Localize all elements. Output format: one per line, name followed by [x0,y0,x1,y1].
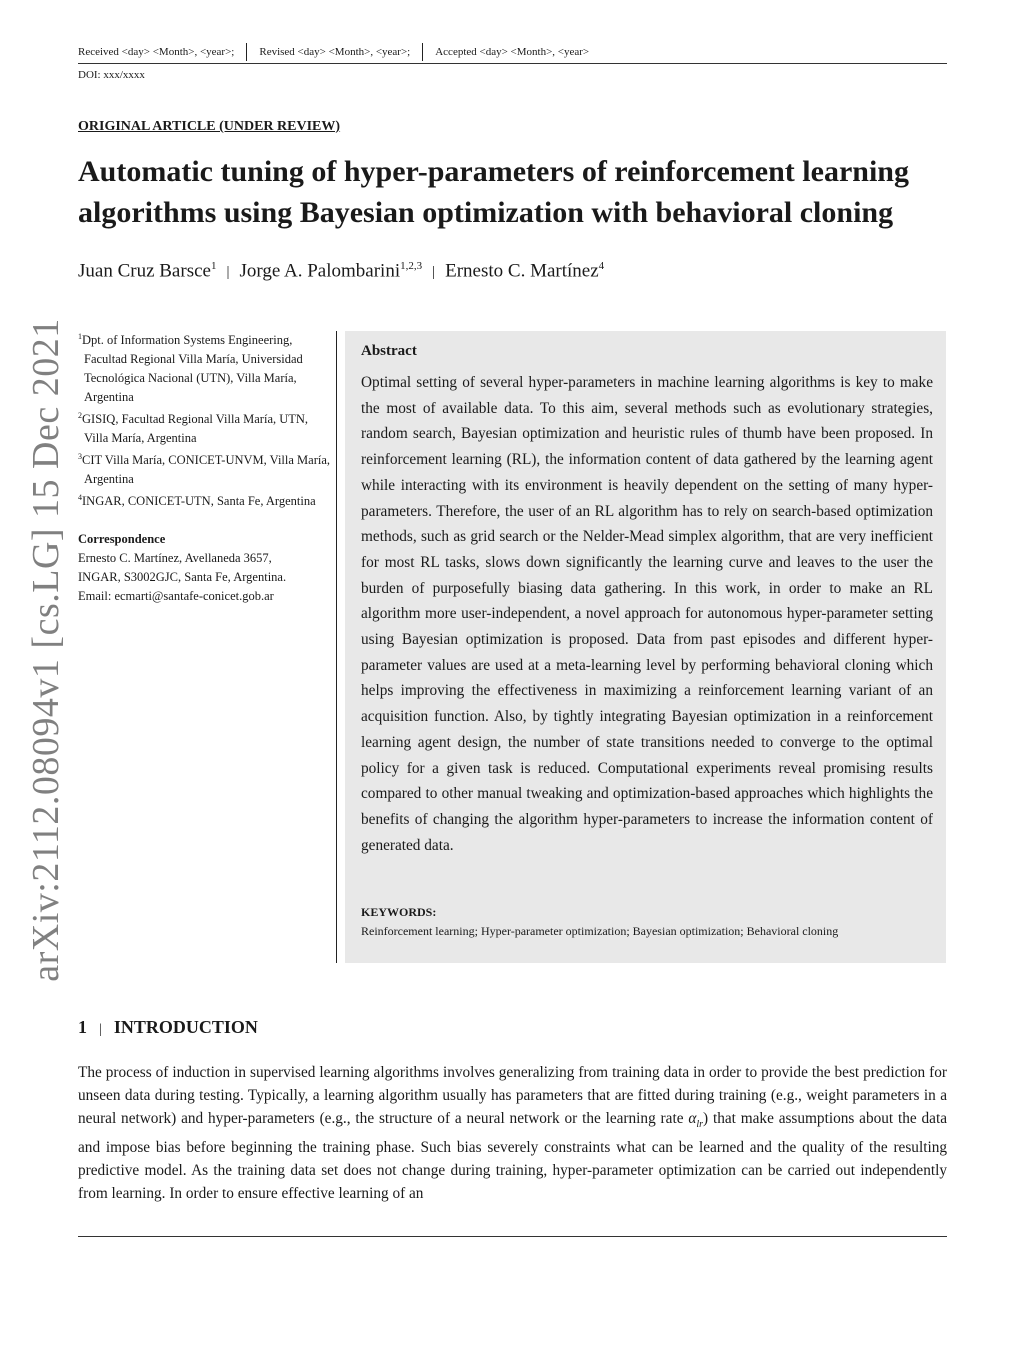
correspondence [78,530,333,606]
section-divider: | [99,1022,102,1037]
affiliation-text: GISIQ, Facultad Regional Villa María, UTN, Villa María, Argentina [82,411,309,445]
footer-rule [78,1236,947,1237]
keywords-heading: KEYWORDS: [361,905,437,919]
affiliation-item [78,448,333,489]
header-rule [78,63,947,64]
affiliation-item [78,407,333,448]
correspondence-heading: Correspondence [78,532,166,546]
author-name: Jorge A. Palombarini [239,260,401,282]
affiliation-item [78,328,333,407]
publication-dates [78,44,948,60]
affiliation-number: 1 [78,332,82,341]
author-affiliation: 1,2,3 [400,260,423,272]
affiliation-text: INGAR, CONICET-UTN, Santa Fe, Argentina [82,493,316,508]
author-affiliation: 1 [210,260,217,272]
affiliation-item [78,489,333,511]
affiliations [78,328,333,511]
received-date: Received <day> <Month>, <year>; [78,46,235,58]
section-heading [78,1017,258,1038]
correspondence-email: Email: ecmarti@santafe-conicet.gob.ar [78,588,274,603]
intro-text-part: The process of induction in supervised learning algorithms involves generalizing from training data in order to provide the best prediction for unseen data during testing. Typically, a learning algorithm usually has parameters that are fitted during training (e.g., weight parameters in a neural network) and hyper-parameters (e.g., the structure of a neural network or the learning rate [78,1064,947,1127]
date-divider [246,43,247,61]
paper-title: Automatic tuning of hyper-parameters of reinforcement learning algorithms using Bayesian optimization with behavioral cloning [78,155,909,229]
affiliation-number: 3 [78,451,82,461]
abstract-text: Optimal setting of several hyper-parameters in machine learning algorithms is key to make the most of available data. To this aim, several methods such as evolutionary strategies, random search, Bayesian optimization and heuristic rules of thumb have been proposed. In reinforcement learning (RL), the information content of data gathered by the learning agent while interacting with its environment is heavily dependent on the setting of many hyper-parameters. Therefore, the user of an RL algorithm has to rely on search-based optimization methods, such as grid search or the Nelder-Mead simplex algorithm, that are very inefficient for most RL tasks, slows down significantly the learning curve and leaves to the user the burden of purposefully biasing data gathering. In this work, in order to make an RL algorithm more user-independent, a novel approach for autonomous hyper-parameter setting using Bayesian optimization is proposed. Data from past episodes and different hyper-parameter values are used at a meta-learning level by performing behavioral cloning which helps improving the effectiveness in maximizing a reinforcement learning variant of an acquisition function. Also, by tightly integrating Bayesian optimization in a reinforcement learning agent design, the number of state transitions needed to converge to the optimal policy for a given task is reduced. Computational experiments reveal promising results compared to other manual tweaking and optimization-based approaches which highlights the benefits of changing the algorithm hyper-parameters to increase the information content of generated data. [361,374,933,854]
revised-date: Revised <day> <Month>, <year>; [259,46,411,58]
author-divider: | [432,264,436,281]
arxiv-id: arXiv:2112.08094v1 [cs.LG] 15 Dec 2021 [25,318,67,982]
article-type: ORIGINAL ARTICLE (UNDER REVIEW) [78,119,341,134]
intro-paragraph [78,1061,947,1205]
author-divider: | [226,264,230,281]
learning-rate-subscript: lr [696,1119,704,1131]
author-name: Ernesto C. Martínez [445,260,599,282]
section-number: 1 [78,1017,87,1037]
affiliation-text: Dpt. of Information Systems Engineering, Facultad Regional Villa María, Universidad Tecnológica Nacional (UTN), Villa María, Argentina [82,333,303,404]
accepted-date: Accepted <day> <Month>, <year> [435,46,590,58]
date-divider [422,43,423,61]
author-affiliation: 4 [598,260,605,272]
learning-rate-symbol: α [688,1110,697,1127]
section-title: INTRODUCTION [113,1017,258,1037]
abstract-heading: Abstract [361,343,417,359]
column-divider [336,331,337,963]
affiliation-number: 2 [78,410,82,420]
doi: DOI: xxx/xxxx [78,69,145,81]
correspondence-line: Ernesto C. Martínez, Avellaneda 3657, [78,550,272,565]
author-list [78,260,604,282]
author-name: Juan Cruz Barsce [78,260,211,282]
correspondence-line: INGAR, S3002GJC, Santa Fe, Argentina. [78,569,287,584]
affiliation-number: 4 [78,492,82,502]
intro-text-part: ) that make assumptions about the data and impose bias before beginning the training phase. Such bias severely constraints what can be learned and the quality of the resulting predictive model. As the training data set does not change during training, hyper-parameter optimization can be carried out independently from learning. In order to ensure effective learning of an [78,1110,947,1203]
keywords-text: Reinforcement learning; Hyper-parameter optimization; Bayesian optimization; Behavioral cloning [361,924,839,938]
affiliation-text: CIT Villa María, CONICET-UNVM, Villa María, Argentina [82,452,331,486]
